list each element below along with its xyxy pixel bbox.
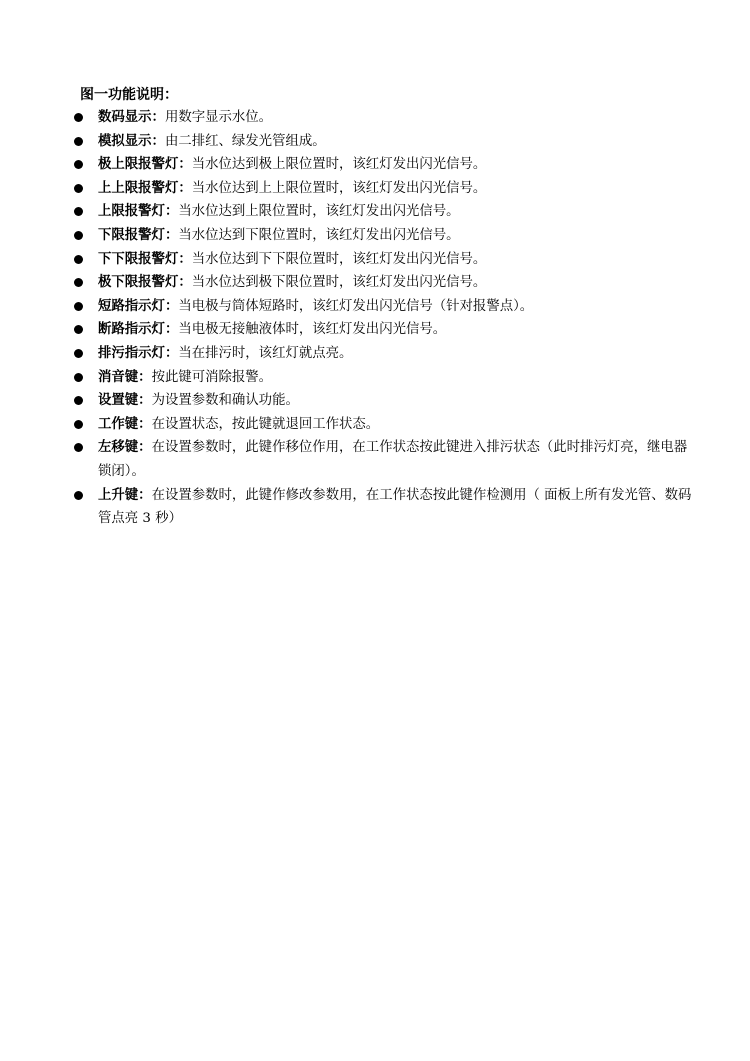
bullet-icon [74, 325, 83, 334]
item-term: 极上限报警灯： [98, 157, 192, 173]
bullet-icon [74, 160, 83, 169]
bullet-icon [74, 278, 83, 287]
item-term: 设置键： [98, 393, 152, 409]
list-item [0, 271, 694, 295]
function-list [0, 106, 750, 531]
item-term: 左移键： [98, 440, 152, 456]
item-term: 上限报警灯： [98, 204, 179, 220]
item-description: 用数字显示水位。 [164, 110, 273, 125]
item-description: 当水位达到极上限位置时，该红灯发出闪光信号。 [191, 157, 487, 173]
list-item [0, 389, 694, 413]
bullet-icon [74, 255, 83, 264]
list-item [0, 484, 694, 531]
bullet-icon [74, 491, 83, 500]
item-description: 当水位达到极下限位置时，该红灯发出闪光信号。 [191, 275, 487, 291]
bullet-icon [74, 396, 83, 405]
item-description: 按此键可消除报警。 [151, 369, 273, 385]
bullet-icon [74, 184, 83, 193]
bullet-icon [74, 420, 83, 429]
item-term: 上上限报警灯： [98, 180, 192, 196]
list-item [0, 224, 694, 248]
item-description: 当电极无接触液体时，该红灯发出闪光信号。 [178, 322, 447, 338]
list-item [0, 366, 694, 390]
item-term: 工作键： [98, 416, 152, 432]
item-description: 当电极与筒体短路时，该红灯发出闪光信号（针对报警点）。 [178, 298, 534, 314]
bullet-icon [74, 302, 83, 311]
item-term: 断路指示灯： [98, 322, 179, 338]
bullet-icon [74, 231, 83, 240]
list-item [0, 342, 694, 366]
item-description: 当水位达到上限位置时，该红灯发出闪光信号。 [178, 204, 460, 220]
item-term: 短路指示灯： [98, 298, 179, 314]
list-item [0, 318, 694, 342]
item-description: 由二排红、绿发光管组成。 [164, 133, 326, 149]
list-item [0, 130, 694, 154]
bullet-icon [74, 207, 83, 216]
list-item [0, 153, 694, 177]
bullet-icon [74, 137, 83, 146]
item-term: 下限报警灯： [98, 227, 179, 243]
item-description: 当水位达到下下限位置时，该红灯发出闪光信号。 [191, 251, 487, 267]
bullet-icon [74, 443, 83, 452]
item-description: 在设置参数时，此键作移位作用，在工作状态按此键进入排污状态（此时排污灯亮，继电器锁闭）。 [98, 440, 688, 479]
item-term: 极下限报警灯： [98, 275, 192, 291]
list-item [0, 106, 694, 130]
item-description: 当在排污时，该红灯就点亮。 [178, 345, 353, 361]
list-item [0, 436, 694, 483]
list-item [0, 248, 694, 272]
item-description: 当水位达到上上限位置时，该红灯发出闪光信号。 [191, 180, 487, 196]
item-term: 数码显示： [98, 110, 165, 125]
bullet-icon [74, 349, 83, 358]
item-term: 上升键： [98, 487, 152, 503]
list-item [0, 177, 694, 201]
item-description: 在设置参数时，此键作修改参数用，在工作状态按此键作检测用（ 面板上所有发光管、数码管点亮 3 秒） [98, 487, 692, 527]
item-description: 当水位达到下限位置时，该红灯发出闪光信号。 [178, 227, 460, 243]
item-term: 模拟显示： [98, 133, 165, 149]
list-item [0, 295, 694, 319]
item-description: 在设置状态，按此键就退回工作状态。 [151, 416, 380, 432]
bullet-icon [74, 113, 83, 122]
item-term: 排污指示灯： [98, 345, 179, 361]
item-term: 消音键： [98, 369, 152, 385]
bullet-icon [74, 373, 83, 382]
item-term: 下下限报警灯： [98, 251, 192, 267]
section-heading: 图一功能说明： [80, 87, 178, 103]
list-item [0, 200, 694, 224]
list-item [0, 413, 694, 437]
item-description: 为设置参数和确认功能。 [151, 393, 299, 409]
